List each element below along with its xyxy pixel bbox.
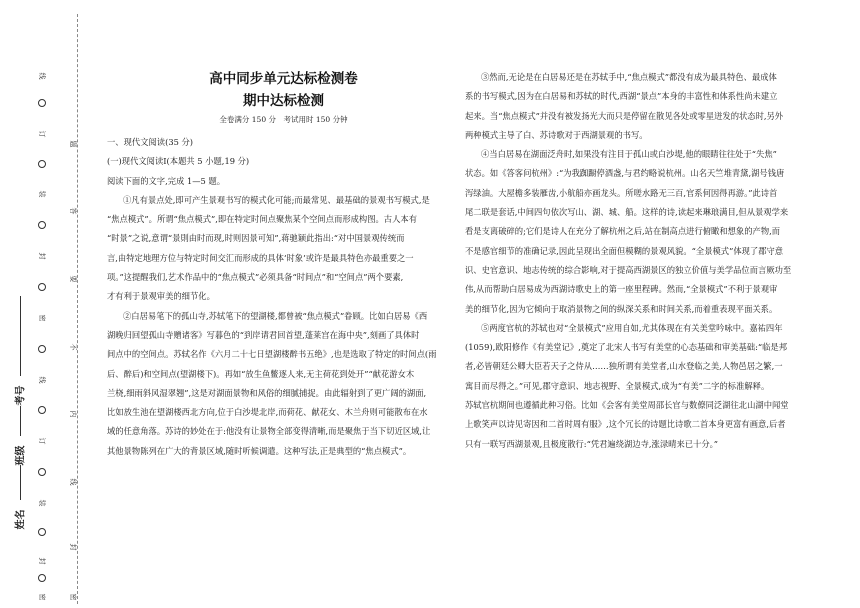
passage-line: 比如放生池在望湖楼西北方向,位于白沙堤北岸,而荷花、献花女、木兰舟则可能散布在水 bbox=[107, 407, 428, 418]
right-column bbox=[465, 68, 818, 454]
cut-line bbox=[77, 14, 78, 604]
hole-circle bbox=[38, 574, 46, 582]
passage-line: 者,必皆朝廷公卿大臣若天子之侍从……独所谓有美堂者,山水登临之美,人物邑居之繁,一 bbox=[465, 361, 783, 372]
passage-line: ④当白居易在湖面泛舟时,如果没有注目于孤山或白沙堤,他的眼睛往往处于“失焦” bbox=[481, 149, 777, 160]
passage-line: 湖晚归回望孤山寺赠诸客》写暮色的“到岸请君回首望,蓬莱宫在海中央”,刻画了具体时 bbox=[107, 329, 420, 340]
margin-char: 封 bbox=[69, 543, 77, 551]
passage-line: 看是支离破碎的;它们是诗人在充分了解杭州之后,站在制高点进行俯瞰和想象的产物,而 bbox=[465, 226, 781, 237]
margin-char: 线 bbox=[38, 72, 46, 80]
exam-no-line bbox=[20, 296, 21, 376]
passage-line: ①凡有景点处,即可产生景观书写的模式化可能;而最常见、最基础的景观书写模式,是 bbox=[123, 194, 430, 205]
passage-line: 只有一联写西湖景观,且极度散行:“凭君遍绕湖边寺,涨渌晴来已十分。” bbox=[465, 438, 719, 449]
margin-char: 封 bbox=[38, 557, 46, 565]
margin-char: 题 bbox=[69, 140, 77, 148]
passage-line: 其他景物陈列在广大的背景区域,随时听候调遣。这种写法,正是典型的“焦点模式”。 bbox=[107, 445, 412, 456]
passage-line: 才有利于景观审美的细节化。 bbox=[107, 291, 215, 302]
passage-line: (1059),欧阳修作《有美堂记》,奠定了北宋人书写有美堂的心态基础和审美基础:“临是邦 bbox=[465, 342, 787, 353]
name-line bbox=[20, 465, 21, 500]
margin-char: 线 bbox=[69, 478, 77, 486]
margin-char: 封 bbox=[38, 252, 46, 260]
passage-line: ③然而,无论是在白居易还是在苏轼手中,“焦点模式”都没有成为最具特色、最成体 bbox=[481, 72, 777, 82]
passage-line: 间点中的空间点。苏轼名作《六月二十七日望湖楼醉书五绝》,也是选取了特定的时间点(雨 bbox=[107, 349, 437, 360]
margin-char: 线 bbox=[38, 376, 46, 384]
passage-line: 兰桡,细雨斜风湿翠翘”,这是对湖面景物和风俗的细腻捕捉。由此辐射到了更广阔的湖面, bbox=[107, 387, 427, 398]
margin-char: 密 bbox=[69, 593, 77, 601]
paper-subtitle: 期中达标检测 bbox=[243, 93, 324, 109]
hole-circle bbox=[38, 221, 46, 229]
instruction-text: 阅读下面的文字,完成 1—5 题。 bbox=[107, 175, 226, 186]
hole-circle bbox=[38, 345, 46, 353]
subsection-heading: (一)现代文阅读Ⅰ(本题共 5 小题,19 分) bbox=[107, 156, 250, 167]
hole-circle bbox=[38, 528, 46, 536]
passage-line: 上歌笑声以诗见寄因和二首时周有服》,这个冗长的诗题比诗歌二首本身更富有画意,后者 bbox=[465, 419, 786, 430]
left-column bbox=[107, 68, 460, 461]
margin-char: 内 bbox=[69, 410, 77, 418]
passage-line: 两种模式主导了白、苏诗歌对于西湖景观的书写。 bbox=[465, 129, 648, 140]
passage-line: 后、醉后)和空间点(望湖楼下)。再如“放生鱼鳖逐人来,无主荷花到处开”“献花游女木 bbox=[107, 368, 415, 379]
passage-line: 系的书写模式,因为在白居易和苏轼的时代,西湖“景点”本身的丰富性和体系性尚未建立 bbox=[465, 91, 778, 102]
margin-char: 要 bbox=[69, 275, 77, 283]
passage-line: 泻绿油。大屋檐多装雁齿,小航船亦画龙头。所嗟水路无三百,官系何因得再游。”此诗首 bbox=[465, 187, 778, 198]
passage-line: 识、史官意识、地志传统的综合影响,对于提高西湖景区的独立价值与美学品位而言厥功至 bbox=[465, 264, 792, 275]
margin-char: 装 bbox=[38, 190, 46, 198]
section-heading: 一、现代文阅读(35 分) bbox=[107, 137, 194, 147]
class-label: 班级 bbox=[15, 445, 27, 466]
paper-meta: 全卷满分 150 分 考试用时 150 分钟 bbox=[219, 115, 348, 124]
passage-line: 不是感官细节的准确记录,因此呈现出全面但模糊的景观风貌。“全景模式”体现了郡守意 bbox=[465, 245, 784, 256]
hole-circle bbox=[38, 160, 46, 168]
class-line bbox=[20, 406, 21, 436]
hole-circle bbox=[38, 406, 46, 414]
passage-line: 状态。如《答客问杭州》:“为我踟蹰停酒盏,与君约略说杭州。山名天竺堆青黛,湖号钱唐 bbox=[465, 168, 785, 179]
margin-char: 订 bbox=[38, 130, 46, 138]
passage-line: ⑤两度官杭的苏轼也对“全景模式”应用自如,尤其体现在有关美堂吟咏中。嘉祐四年 bbox=[481, 322, 783, 333]
passage-line: “时景”之说,意谓“景則由时而现,时则因景可知”,蒋驰颖此指出:“对中国景观传统而 bbox=[107, 233, 405, 244]
hole-circle bbox=[38, 468, 46, 476]
margin-char: 装 bbox=[38, 499, 46, 507]
passage-line: 域的任意角落。苏诗的妙处在于:他没有让景物全部变得清晰,而是聚焦于当下切近区域,让 bbox=[107, 426, 431, 437]
exam-no-label: 考号 bbox=[15, 385, 27, 406]
passage-line: 伟,从而帮助白居易成为西湖诗歌史上的第一座里程碑。然而,“全景模式”不利于景观审 bbox=[465, 284, 778, 295]
margin-char: 密 bbox=[38, 314, 46, 322]
passage-line: 起来。当“焦点模式”并没有被发扬光大而只是停留在散见各处或零星迸发的状态时,另外 bbox=[465, 110, 784, 121]
passage-line: 寓目而尽得之。”可见,郡守意识、地志视野、全景模式,成为“有美”二字的标准解释。 bbox=[465, 380, 770, 391]
margin-char: 不 bbox=[69, 343, 77, 351]
passage-line: “焦点模式”。所谓“焦点模式”,即在特定时间点聚焦某个空间点而形成构图。古人本有 bbox=[107, 214, 417, 225]
passage-line: ②白居易笔下的孤山寺,苏轼笔下的望湖楼,都曾被“焦点模式”眷顾。比如白居易《西 bbox=[123, 310, 428, 321]
passage-line: 项。”这提醒我们,艺术作品中的“焦点模式”必须具备“时间点”和“空间点”两个要素, bbox=[107, 272, 404, 283]
margin-char: 密 bbox=[38, 593, 46, 601]
passage-line: 言,由特定地理方位与特定时间交汇而形成的具体‘时象’或许是最具特色亦最重要之一 bbox=[107, 252, 414, 263]
name-label: 姓名 bbox=[15, 509, 27, 530]
hole-circle bbox=[38, 283, 46, 291]
passage-line: 尾二联是套话,中间四句依次写山、湖、城、船。这样的诗,读起来琳琅满目,但从景观学来 bbox=[465, 207, 789, 218]
margin-char: 答 bbox=[69, 207, 77, 215]
hole-circle bbox=[38, 99, 46, 107]
passage-line: 苏轼官杭期间也遵循此种习俗。比如《会客有美堂周邵长官与数僚同泛湖往北山湖中闻堂 bbox=[465, 400, 789, 411]
binding-margin bbox=[0, 0, 100, 608]
margin-char: 订 bbox=[38, 437, 46, 445]
paper-title: 高中同步单元达标检测卷 bbox=[209, 71, 358, 87]
passage-line: 美的细节化,因为它倾向于取消景物之间的纵深关系和时间关系,而着重表现平面关系。 bbox=[465, 303, 778, 314]
